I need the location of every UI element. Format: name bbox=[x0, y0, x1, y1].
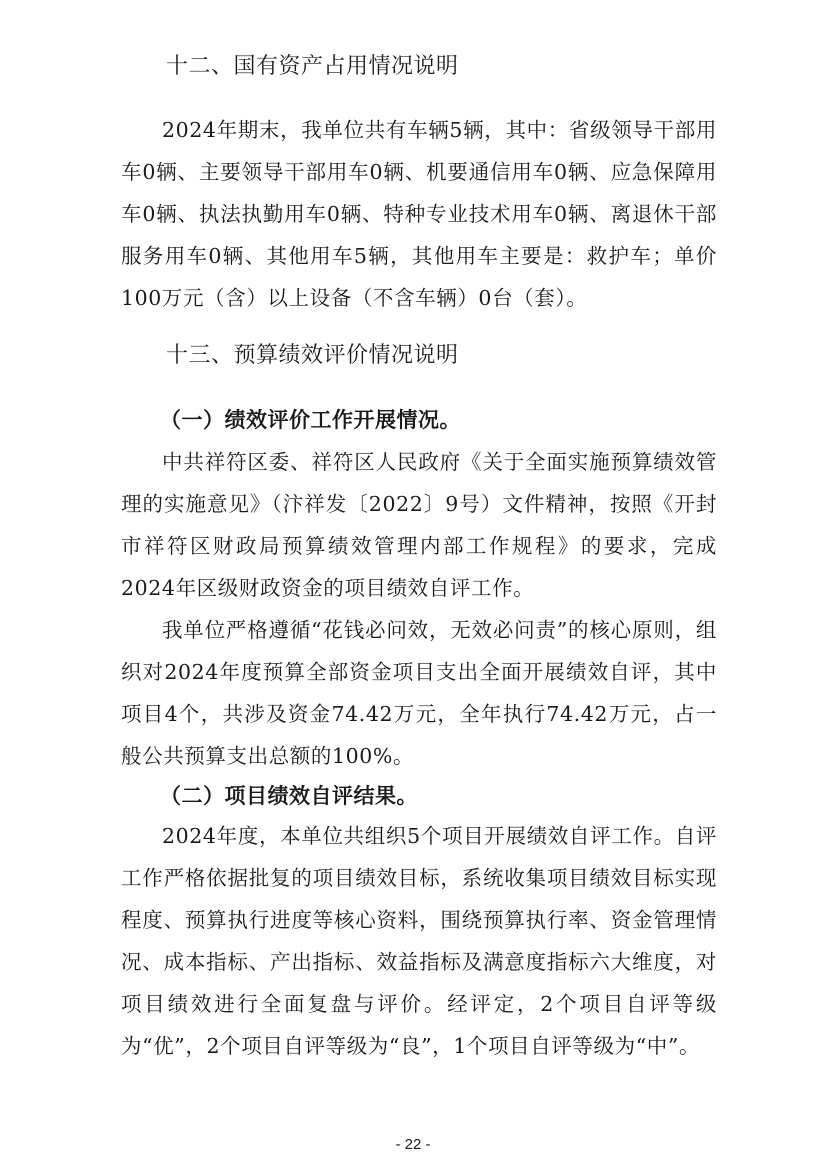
page-number: - 22 - bbox=[395, 1136, 431, 1153]
subsection-2-paragraph: 2024年度，本单位共组织5个项目开展绩效自评工作。自评工作严格依据批复的项目绩效目标，系统收集项目绩效目标实现程度、预算执行进度等核心资料，围绕预算执行率、资金管理情况、成本指标、产出指标、效益指标及满意度指标六大维度，对项目绩效进行全面复盘与评价。经评定，2个项目自评等级为“优”，2个项目自评等级为“良”，1个项目自评等级为“中”。 bbox=[121, 824, 717, 1058]
section-12-paragraph: 2024年期末，我单位共有车辆5辆，其中：省级领导干部用车0辆、主要领导干部用车0辆、机要通信用车0辆、应急保障用车0辆、执法执勤用车0辆、特种专业技术用车0辆、离退休干部服务用车0辆、其他用车5辆，其他用车主要是：救护车；单价100万元（含）以上设备（不含车辆）0台（套）。 bbox=[121, 118, 717, 310]
section-12-heading: 十二、国有资产占用情况说明 bbox=[166, 54, 459, 79]
subsection-2-heading: （二）项目绩效自评结果。 bbox=[160, 784, 418, 808]
subsection-1-paragraph-1: 中共祥符区委、祥符区人民政府《关于全面实施预算绩效管理的实施意见》（汴祥发〔2022〕9号）文件精神，按照《开封市祥符区财政局预算绩效管理内部工作规程》的要求，完成2024年区级财政资金的项目绩效自评工作。 bbox=[121, 450, 717, 600]
section-13-heading: 十三、预算绩效评价情况说明 bbox=[166, 343, 459, 368]
subsection-1-paragraph-2: 我单位严格遵循“花钱必问效，无效必问责”的核心原则，组织对2024年度预算全部资金项目支出全面开展绩效自评，其中项目4个，共涉及资金74.42万元，全年执行74.42万元，占一般公共预算支出总额的100%。 bbox=[121, 618, 717, 768]
subsection-1-heading: （一）绩效评价工作开展情况。 bbox=[160, 408, 461, 432]
